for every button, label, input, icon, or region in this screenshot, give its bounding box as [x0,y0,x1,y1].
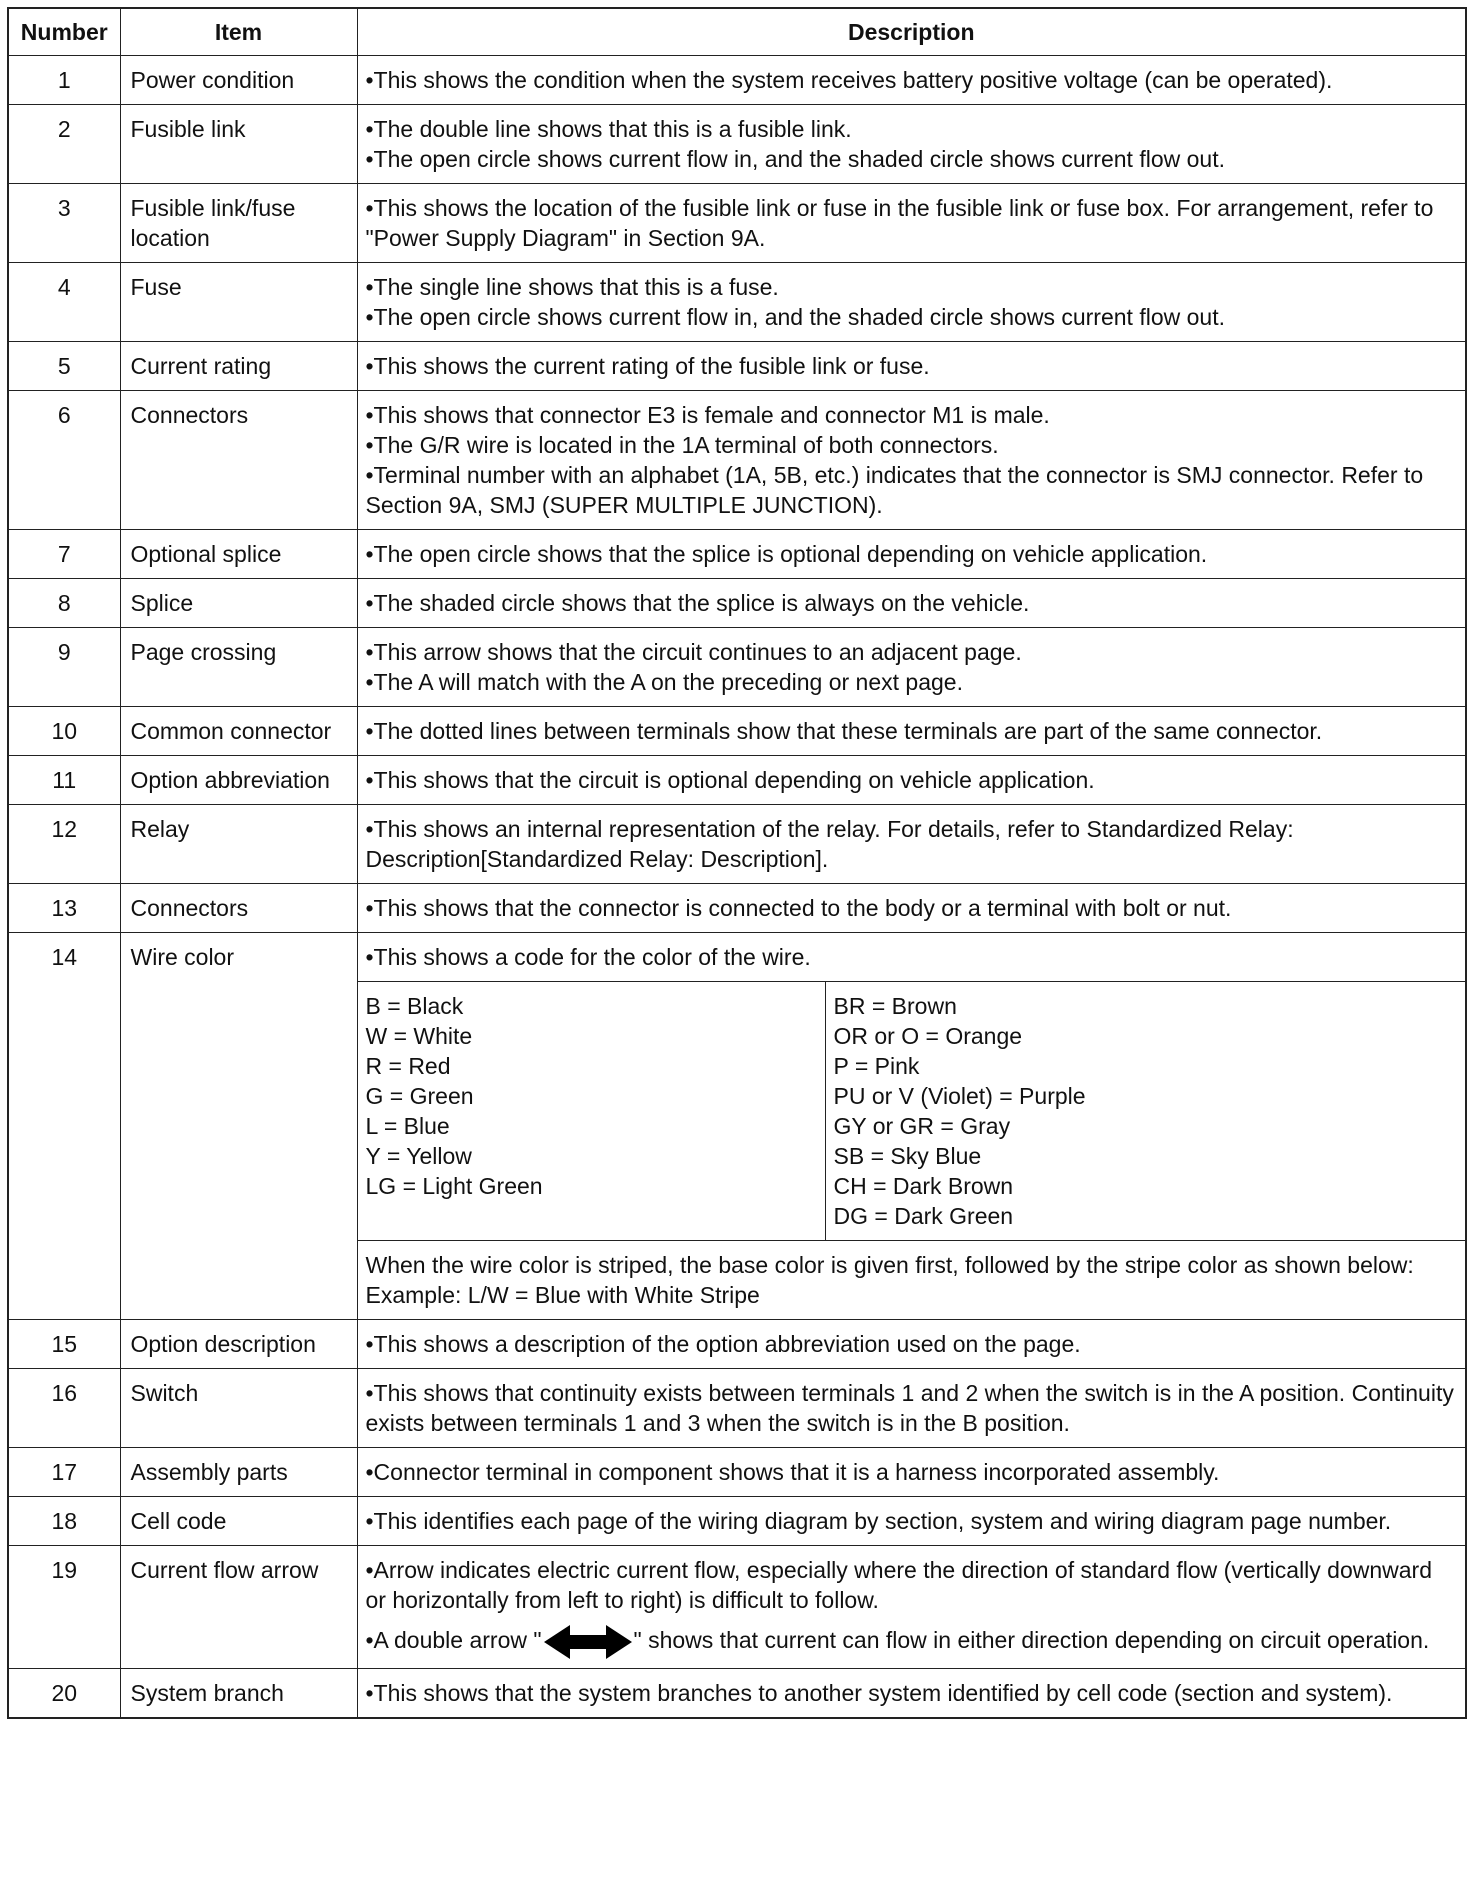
row-number: 10 [8,707,120,756]
row-number: 7 [8,530,120,579]
row-number: 15 [8,1320,120,1369]
wire-color-codes-left [357,982,825,1241]
color-code: OR or O = Orange [833,1023,1023,1049]
row-item: Option description [120,1320,357,1369]
row-description [357,628,1466,707]
row-number: 1 [8,56,120,105]
color-code: SB = Sky Blue [833,1143,982,1169]
description-line: •The single line shows that this is a fuse. [365,274,779,300]
table-row [8,1546,1466,1669]
table-row [8,530,1466,579]
wire-color-stripe-note [357,1241,1466,1320]
row-item: Connectors [120,884,357,933]
table-row [8,391,1466,530]
color-code: G = Green [365,1083,474,1109]
row-description [357,1369,1466,1448]
description-line: •This shows that the system branches to another system identified by cell code (section and system). [365,1680,1393,1706]
wire-color-intro: •This shows a code for the color of the wire. [357,933,1466,982]
color-code: DG = Dark Green [833,1203,1014,1229]
row-item: Relay [120,805,357,884]
table-row [8,756,1466,805]
description-line: •The open circle shows current flow in, and the shaded circle shows current flow out. [365,146,1225,172]
table-row [8,105,1466,184]
row-description [357,184,1466,263]
row-item: Current flow arrow [120,1546,357,1669]
row-number: 2 [8,105,120,184]
flow-line-2 [366,1625,1458,1659]
row-number: 11 [8,756,120,805]
flow-line-2-before: •A double arrow " [365,1627,542,1654]
row-description [357,391,1466,530]
table-row [8,1448,1466,1497]
row-item: Wire color [120,933,357,1320]
table-row [8,805,1466,884]
header-description: Description [357,8,1466,56]
row-number: 13 [8,884,120,933]
table-row [8,263,1466,342]
description-line: •This shows an internal representation of the relay. For details, refer to Standardized Relay: Description[Standardized Relay: Description]. [365,816,1294,872]
row-item: Fusible link/fuse location [120,184,357,263]
row-description [357,1320,1466,1369]
description-line: •Connector terminal in component shows that it is a harness incorporated assembly. [365,1459,1220,1485]
row-item: Option abbreviation [120,756,357,805]
row-item: Switch [120,1369,357,1448]
table-row [8,1669,1466,1719]
row-number: 19 [8,1546,120,1669]
description-line: •Terminal number with an alphabet (1A, 5B, etc.) indicates that the connector is SMJ connector. Refer to Section 9A, SMJ (SUPER MULTIPLE JUNCTION). [365,462,1424,518]
row-number: 16 [8,1369,120,1448]
row-number: 8 [8,579,120,628]
row-number: 4 [8,263,120,342]
description-line: •The double line shows that this is a fusible link. [365,116,852,142]
table-row [8,579,1466,628]
description-line: •This shows that continuity exists between terminals 1 and 2 when the switch is in the A position. Continuity exists between terminals 1 and 3 when the switch is in the B position. [365,1380,1454,1436]
row-description [357,105,1466,184]
color-code: B = Black [365,993,464,1019]
color-code: R = Red [365,1053,451,1079]
color-code: BR = Brown [833,993,957,1019]
row-item: Optional splice [120,530,357,579]
row-description [357,56,1466,105]
description-line: •The open circle shows that the splice is optional depending on vehicle application. [365,541,1208,567]
table-body-end [8,1669,1466,1719]
flow-line-1: •Arrow indicates electric current flow, especially where the direction of standard flow (vertically downward or horizontally from left to right) is difficult to follow. [365,1557,1433,1613]
description-line: •The shaded circle shows that the splice is always on the vehicle. [365,590,1030,616]
wire-color-section [8,933,1466,1320]
flow-line-2-after: " shows that current can flow in either direction depending on circuit operation. [633,1627,1430,1654]
color-code: PU or V (Violet) = Purple [833,1083,1086,1109]
description-line: •This shows the condition when the system receives battery positive voltage (can be operated). [365,67,1333,93]
row-description [357,756,1466,805]
double-arrow-icon [544,1625,632,1659]
color-code: LG = Light Green [365,1173,543,1199]
description-line: •This shows a description of the option abbreviation used on the page. [365,1331,1081,1357]
row-description [357,805,1466,884]
table-row [8,1320,1466,1369]
row-number: 20 [8,1669,120,1719]
row-item: Splice [120,579,357,628]
color-code: L = Blue [365,1113,450,1139]
description-line: •The dotted lines between terminals show that these terminals are part of the same connector. [365,718,1323,744]
color-code: P = Pink [833,1053,920,1079]
row-description [357,342,1466,391]
table-row [8,1497,1466,1546]
row-description [357,1448,1466,1497]
description-line: •The G/R wire is located in the 1A terminal of both connectors. [365,432,999,458]
table-row [8,707,1466,756]
table-row [8,1369,1466,1448]
description-line: •This shows the location of the fusible link or fuse in the fusible link or fuse box. For arrangement, refer to "Power Supply Diagram" in Section 9A. [365,195,1434,251]
table-body-top [8,56,1466,933]
table-row [8,628,1466,707]
table-row [8,184,1466,263]
description-line: •This shows that the connector is connected to the body or a terminal with bolt or nut. [365,895,1232,921]
row-description [357,884,1466,933]
row-item: Power condition [120,56,357,105]
current-flow-section [8,1546,1466,1669]
row-item: Fusible link [120,105,357,184]
description-line: •This arrow shows that the circuit continues to an adjacent page. [365,639,1022,665]
row-item: Cell code [120,1497,357,1546]
wire-color-codes-right [825,982,1466,1241]
color-code: GY or GR = Gray [833,1113,1011,1139]
table-row [8,56,1466,105]
header-row [8,8,1466,56]
row-item: Current rating [120,342,357,391]
row-description [357,263,1466,342]
table-row [8,342,1466,391]
row-description [357,1497,1466,1546]
color-code: Y = Yellow [365,1143,472,1169]
stripe-example: Example: L/W = Blue with White Stripe [365,1282,760,1308]
row-number: 14 [8,933,120,1320]
row-description [357,530,1466,579]
row-item: Fuse [120,263,357,342]
header-item: Item [120,8,357,56]
description-line: •This shows the current rating of the fusible link or fuse. [365,353,930,379]
row-description [357,707,1466,756]
table-row [8,933,1466,982]
row-item: Page crossing [120,628,357,707]
description-line: •The A will match with the A on the preceding or next page. [365,669,963,695]
legend-table [7,7,1467,1719]
table-body-mid [8,1320,1466,1546]
row-number: 3 [8,184,120,263]
row-item: Assembly parts [120,1448,357,1497]
description-line: •This identifies each page of the wiring diagram by section, system and wiring diagram page number. [365,1508,1392,1534]
row-number: 12 [8,805,120,884]
row-number: 6 [8,391,120,530]
row-number: 17 [8,1448,120,1497]
row-number: 18 [8,1497,120,1546]
color-code: CH = Dark Brown [833,1173,1014,1199]
row-item: Common connector [120,707,357,756]
description-line: •This shows that connector E3 is female and connector M1 is male. [365,402,1050,428]
description-line: •The open circle shows current flow in, and the shaded circle shows current flow out. [365,304,1225,330]
row-description [357,1546,1466,1669]
row-description [357,579,1466,628]
row-number: 9 [8,628,120,707]
row-description [357,1669,1466,1719]
row-item: System branch [120,1669,357,1719]
row-item: Connectors [120,391,357,530]
color-code: W = White [365,1023,473,1049]
row-number: 5 [8,342,120,391]
stripe-note: When the wire color is striped, the base color is given first, followed by the stripe color as shown below: [365,1252,1414,1278]
table-row [8,884,1466,933]
description-line: •This shows that the circuit is optional depending on vehicle application. [365,767,1095,793]
header-number: Number [8,8,120,56]
